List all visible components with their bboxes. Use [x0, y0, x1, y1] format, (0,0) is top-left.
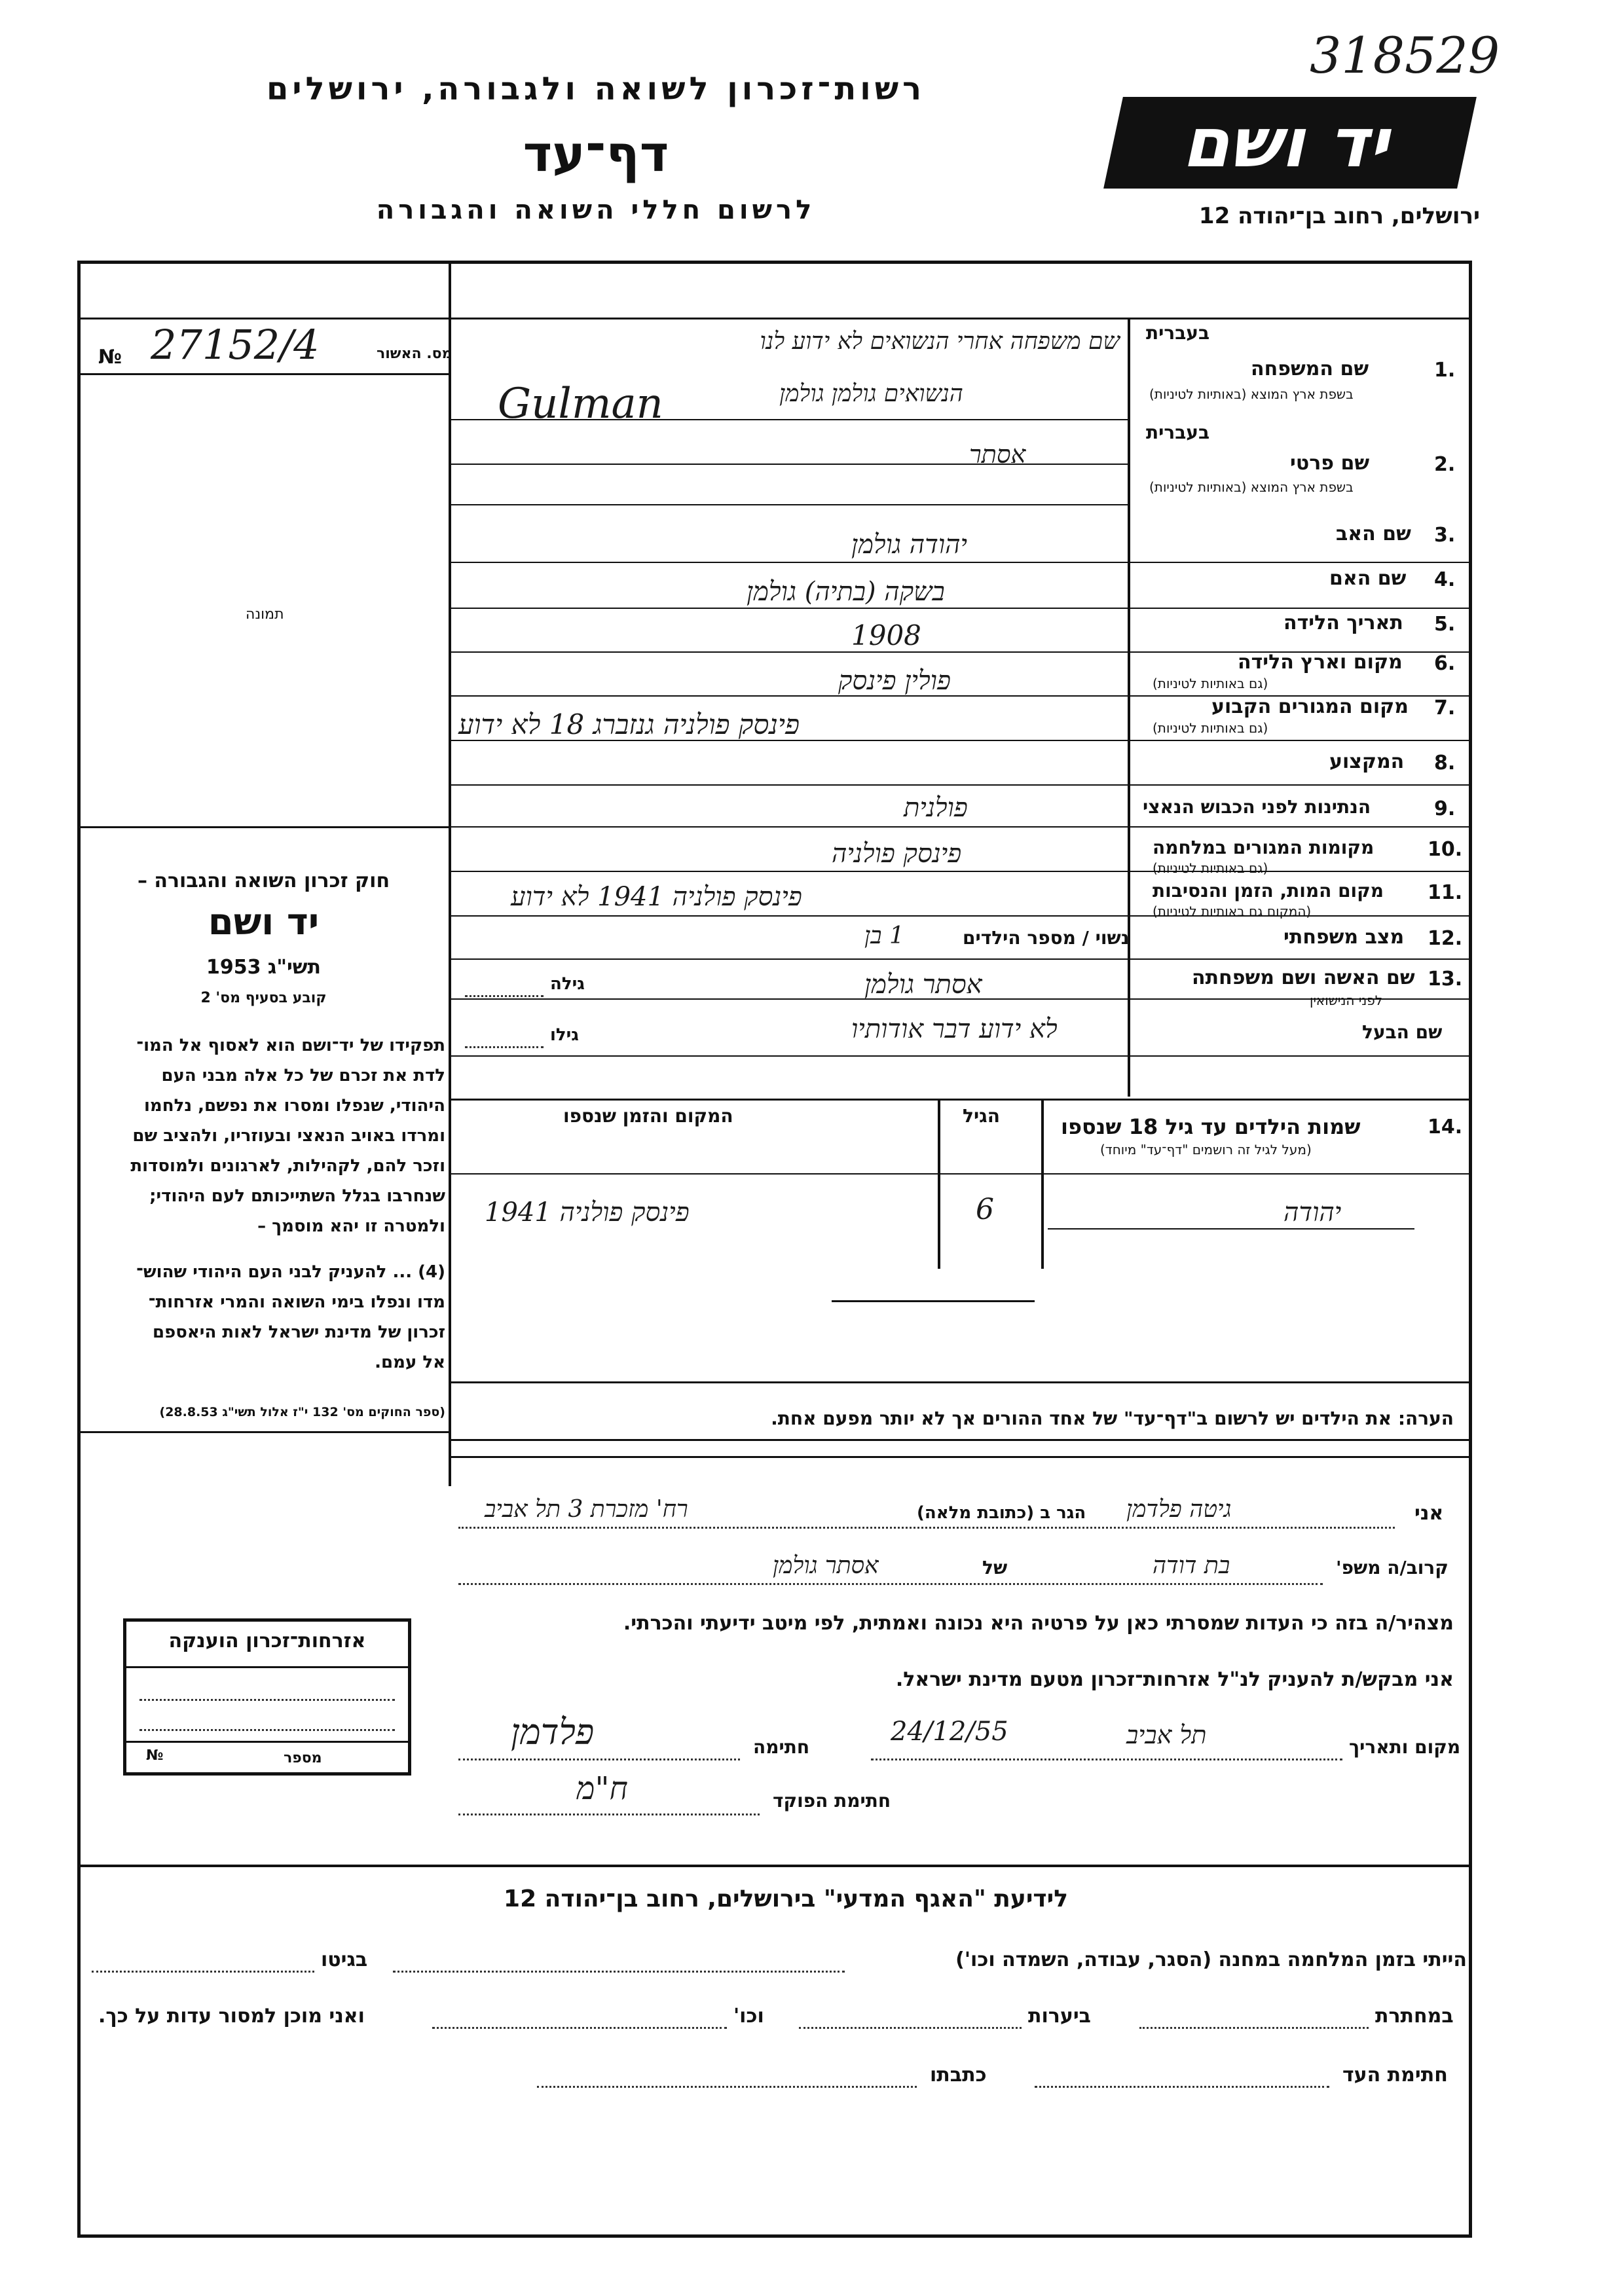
header-subtitle: לרשום חללי השואה והגבורה — [376, 195, 816, 225]
law-line: זכרון של מדינת ישראל לאות היאספם — [153, 1322, 445, 1342]
bottom-title: לידיעת "האגף המדעי" בירושלים, רחוב בן־יהודה 12 — [504, 1886, 1068, 1912]
relation-of-label: של — [982, 1557, 1008, 1578]
declaration-request: אני מבקש/ת להעניק לנ"ל אזרחות־זכרון מטעם מדינת ישראל. — [895, 1668, 1454, 1691]
signature-value: פלדמן — [511, 1711, 595, 1753]
field-label-10: מקומות המגורים במלחמה — [1153, 837, 1375, 858]
row-line — [451, 826, 1472, 828]
field-number-5: 5. — [1434, 613, 1456, 636]
citizenship-number-line — [126, 1741, 408, 1743]
field-value-3: יהודה גולמן — [851, 530, 968, 560]
citizenship-number-label: מספר — [284, 1750, 322, 1766]
field-label-husband: שם הבעל — [1362, 1021, 1443, 1043]
husband-age-dots — [465, 1046, 544, 1048]
bottom-line3-dots-a — [1035, 2086, 1329, 2088]
bottom-line3-b: כתבתו — [930, 2064, 987, 2086]
bottom-line2-b: ביערות — [1028, 2005, 1091, 2028]
registration-label: מס. האשור — [377, 346, 452, 362]
row-line — [451, 871, 1472, 872]
registration-number: 27152/4 — [151, 321, 320, 369]
field-value-11: פינסק פולניה 1941 לא ידוע — [511, 882, 802, 912]
children-label: שמות הילדים עד גיל 18 שנספו — [1061, 1114, 1361, 1139]
citizenship-number-sign: № — [146, 1747, 164, 1764]
form-note-bottom: הערה: את הילדים יש לרשום ב"דף־עד" של אחד ההורים אך לא יותר מפעם אחת. — [771, 1408, 1454, 1429]
law-clause: קובע בסעיף מס' 2 — [200, 990, 327, 1006]
law-line: לדת את זכרם של כל אלה מבני העם — [161, 1066, 445, 1085]
row-line — [451, 504, 1128, 505]
field-label-1: שם המשפחה — [1251, 357, 1369, 380]
law-year: תשי"ג 1953 — [206, 956, 322, 979]
row-line — [451, 1099, 1472, 1101]
bottom-line2-dots-a — [1139, 2027, 1369, 2029]
children-sub: (מעל לגיל זה רושמים "דף־עד" מיוחד) — [1100, 1142, 1312, 1157]
field-inline-label-12: נשוי / מספר הילדים — [963, 927, 1130, 949]
relation-value: בת דודה — [1153, 1552, 1230, 1579]
bottom-line1-end: בגיטו — [321, 1948, 368, 1971]
child-name: יהודה — [1283, 1197, 1342, 1228]
child-strike-line — [832, 1300, 1035, 1302]
citizenship-title: אזרחות־זכרון הוענקה — [168, 1630, 366, 1652]
wife-age-label: גילה — [550, 974, 585, 994]
photo-row-line — [77, 826, 451, 828]
field-value-5: 1908 — [851, 619, 921, 651]
field-number-1: 1. — [1434, 359, 1456, 382]
bottom-line3-dots-b — [537, 2086, 917, 2088]
field-number-8: 8. — [1434, 752, 1456, 774]
law-line: ומרדו באויב הנאצי ובעוזריו, ולהציב שם — [132, 1126, 445, 1146]
row-line — [451, 1055, 1472, 1057]
declarant-address: רח' מזכרת 3 תל אביב — [485, 1496, 688, 1523]
bottom-line2-c: וכו' — [733, 2005, 764, 2028]
children-col-age: הגיל — [963, 1105, 1000, 1127]
law-line: (4) ... להעניק לבני העם היהודי שהוש־ — [136, 1262, 445, 1282]
law-title: חוק זכרון השואה והגבורה – — [137, 869, 390, 892]
child-row-line — [1048, 1228, 1414, 1230]
field-number-12: 12. — [1428, 927, 1463, 950]
field-sub-1: בשפת ארץ המוצא (באותיות לטיניות) — [1149, 386, 1354, 402]
bottom-section-line — [77, 1865, 1472, 1867]
officer-dots — [458, 1813, 760, 1815]
bottom-line2-dots-b — [799, 2027, 1022, 2029]
children-header-line — [451, 1173, 1472, 1175]
field-label-3: שם האב — [1336, 522, 1411, 545]
field-number-13: 13. — [1428, 968, 1463, 991]
bottom-line1-dots-a — [393, 1971, 845, 1973]
logo-text: יד ושם — [1178, 103, 1402, 183]
field-value-9: פולנית — [904, 793, 968, 823]
top-row-divider — [77, 318, 1472, 319]
law-name: יד ושם — [208, 901, 320, 943]
row-line — [451, 784, 1472, 786]
row-line — [451, 915, 1472, 917]
law-line: אל עמם. — [375, 1353, 445, 1372]
field-label-6: מקום וארץ הלידה — [1238, 651, 1403, 674]
field-value-1-latin: Gulman — [498, 380, 663, 428]
citizenship-dots-1 — [139, 1699, 395, 1701]
field-number-4: 4. — [1434, 568, 1456, 591]
sidebar-bottom-line — [77, 1431, 451, 1433]
bottom-line1-dots-b — [92, 1971, 314, 1973]
field-number-7: 7. — [1434, 697, 1456, 720]
note-top-line — [451, 1381, 1472, 1383]
form-note: שם משפחה אחרי הנשואים לא ידוע לנו — [760, 328, 1120, 355]
field-number-2: 2. — [1434, 453, 1456, 476]
children-col-a — [938, 1099, 940, 1269]
officer-signature: ח"מ — [576, 1770, 628, 1807]
declaration-statement: מצהיר/ה בזה כי העדות שמסרתי כאן על פרטיה היא נכונה ואמתית, לפי מיטב ידיעתי והכרתי. — [623, 1612, 1454, 1635]
field-sub-13: לפני הנישואין — [1310, 993, 1383, 1008]
wife-age-dots — [465, 995, 544, 997]
row-line — [451, 562, 1472, 563]
law-line: וזכר להם, לקהילות, לארגונים ולמוסדות — [130, 1156, 445, 1176]
bottom-line2-a: במחתרת — [1375, 2005, 1454, 2028]
law-line: מדו ונפלו בימי השואה והמרי אזרחות־ — [148, 1292, 445, 1312]
field-label-8: המקצוע — [1329, 750, 1405, 773]
field-sub-7: (גם באותיות לטיניות) — [1153, 720, 1268, 736]
citizenship-title-line — [126, 1666, 408, 1668]
field-label-12: מצב משפחתי — [1283, 926, 1405, 949]
bottom-line2-d: ואני מוכן למסור עדות על כך. — [98, 2005, 365, 2028]
field-value-6: פולין פינסק — [838, 666, 951, 696]
date-value: 24/12/55 — [891, 1717, 1008, 1747]
bottom-line3-a: חתימת העד — [1342, 2064, 1448, 2086]
law-line: ולמטרה זו יהא מוסמך – — [257, 1216, 445, 1236]
field-value-12: 1 בן — [864, 922, 904, 949]
child-age: 6 — [976, 1193, 994, 1226]
row-line — [451, 608, 1472, 609]
heading-hebrew-2: בעברית — [1146, 422, 1210, 443]
field-number-6: 6. — [1434, 652, 1456, 675]
field-label-5: תאריך הלידה — [1283, 611, 1403, 634]
law-line: תפקידו של יד־ושם הוא לאסוף אל המו־ — [136, 1036, 445, 1055]
registration-row-line — [77, 373, 451, 375]
header-address: ירושלים, רחוב בן־יהודה 12 — [1198, 203, 1480, 229]
field-value-7: פינסק פולניה גנזברג 18 לא ידוע — [458, 708, 800, 740]
law-line: שנחרבו בגלל השתייכותם לעם היהודי; — [149, 1186, 445, 1206]
children-number: 14. — [1428, 1116, 1463, 1139]
law-text — [84, 1030, 445, 1377]
registration-prefix: № — [98, 346, 122, 369]
yad-vashem-logo — [1103, 97, 1477, 189]
law-source: (ספר החוקים מס' 132 י"ז אלול תשי"ג 28.8.53) — [159, 1405, 445, 1419]
field-label-7: מקום המגורים הקבוע — [1211, 695, 1409, 718]
relation-prefix: קרוב/ה משפ' — [1336, 1557, 1449, 1578]
field-label-4: שם האם — [1329, 567, 1407, 590]
child-place: פינסק פולניה 1941 — [485, 1197, 690, 1228]
field-label-9: הנתינות לפני הכבוש הנאצי — [1143, 796, 1371, 818]
note-bottom-line — [451, 1439, 1472, 1441]
field-number-11: 11. — [1428, 881, 1463, 904]
signature-dots — [458, 1758, 740, 1760]
field-label-13: שם האשה ושם משפחתה — [1192, 966, 1415, 989]
page-title: דף־עד — [523, 124, 669, 183]
citizenship-box — [123, 1618, 411, 1776]
declaration-line2-dots — [458, 1583, 1323, 1585]
field-sub-10: (גם באותיות לטיניות) — [1153, 860, 1268, 876]
row-line — [451, 958, 1472, 960]
field-sub-11: (המקום גם באותיות לטיניות) — [1153, 903, 1312, 919]
bottom-line2-dots-c — [432, 2027, 727, 2029]
field-number-3: 3. — [1434, 524, 1456, 547]
place-date-dots — [871, 1758, 1342, 1760]
row-line — [451, 464, 1128, 465]
field-value-4: בשקה (בתיה) גולמן — [747, 577, 945, 607]
heading-hebrew-1: בעברית — [1146, 322, 1210, 344]
field-number-10: 10. — [1428, 838, 1463, 861]
field-label-2: שם פרטי — [1290, 452, 1370, 475]
officer-label: חתימת הפוקד — [773, 1790, 891, 1812]
field-value-13: אסתר גולמן — [864, 970, 982, 1000]
place-date-label: מקום ותאריך — [1349, 1736, 1461, 1758]
relation-person: אסתר גולמן — [773, 1552, 879, 1579]
field-label-11: מקום המות, הזמן והנסיבות — [1153, 880, 1384, 902]
field-value-1: הנשואים גולמן גולמן — [779, 380, 963, 407]
field-value-husband: לא ידוע דבר אודותיו — [851, 1014, 1058, 1044]
declarant-name: גיטה פלדמן — [1126, 1496, 1232, 1523]
signature-label: חתימה — [753, 1736, 810, 1758]
header-authority: רשות־זכרון לשואה ולגבורה, ירושלים — [266, 71, 926, 107]
col-divider-right — [1128, 318, 1130, 1097]
photo-label: תמונה — [246, 606, 284, 623]
field-sub-2: בשפת ארץ המוצא (באותיות לטיניות) — [1149, 479, 1354, 495]
law-line: היהודי, שנפלו ומסרו את נפשם, נלחמו — [143, 1096, 445, 1116]
field-number-9: 9. — [1434, 797, 1456, 820]
citizenship-dots-2 — [139, 1729, 395, 1731]
bottom-line1: הייתי בזמן המלחמה במחנה (הסגר, עבודה, השמדה וכו') — [955, 1948, 1467, 1971]
declaration-top-line — [451, 1456, 1472, 1458]
declaration-middle: הגר ב (כתובת מלאה) — [917, 1503, 1086, 1523]
husband-age-label: גילו — [550, 1025, 579, 1045]
children-col-b — [1041, 1099, 1044, 1269]
field-sub-6: (גם באותיות לטיניות) — [1153, 676, 1268, 691]
place-value: תל אביב — [1126, 1721, 1207, 1749]
stamp-number: 318529 — [1310, 26, 1500, 84]
declaration-line1-dots — [458, 1527, 1395, 1529]
field-value-2: אסתר — [969, 440, 1026, 469]
col-divider-left — [449, 261, 451, 1486]
children-col-place: המקום והזמן שנספו — [563, 1105, 733, 1127]
field-value-10: פינסק פולניה — [832, 839, 962, 869]
declaration-prefix: אני — [1414, 1502, 1444, 1525]
